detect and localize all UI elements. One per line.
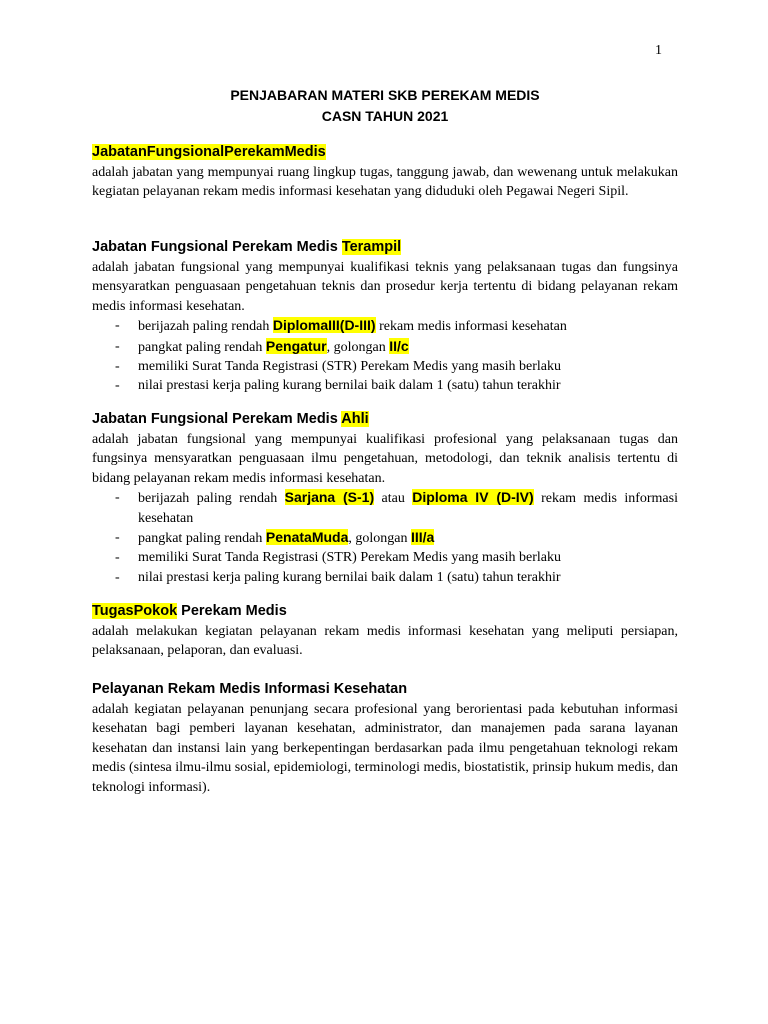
highlighted-heading: JabatanFungsionalPerekamMedis — [92, 144, 326, 160]
item-text: rekam medis informasi kesehatan — [138, 491, 678, 526]
list-item — [92, 337, 678, 357]
document-title — [92, 85, 678, 127]
section-body: adalah jabatan fungsional yang mempunyai kualifikasi profesional yang pelaksanaan tugas dan fungsinya mensyaratkan penguasaan ilmu pengetahuan, metodologi, dan teknik analisis tertentu di bidang pelayanan rekam medis informasi kesehatan. — [92, 432, 678, 486]
section-body: adalah kegiatan pelayanan penunjang secara profesional yang berorientasi pada kebutuhan informasi kesehatan bagi pemberi layanan kesehatan, administrator, dan manajemen pada sarana layanan kesehatan dan instansi lain yang berkepentingan berdasarkan pada ilmu pengetahuan teknologi rekam medis (sintesa ilmu-ilmu sosial, epidemiologi, terminologi medis, biostatistik, prinsip hukum medis, dan teknologi informasi). — [92, 702, 678, 795]
highlighted-term: Terampil — [341, 239, 402, 255]
dash-marker: - — [115, 569, 120, 585]
item-text: pangkat paling rendah — [138, 531, 266, 547]
dash-marker: - — [115, 338, 120, 354]
dash-marker: - — [115, 490, 120, 506]
highlighted-term: Ahli — [341, 411, 369, 427]
section-ahli — [92, 409, 678, 587]
highlighted-term: TugasPokok — [92, 603, 178, 619]
section-heading — [92, 237, 678, 258]
list-item — [92, 568, 678, 587]
item-text: nilai prestasi kerja paling kurang bernilai baik dalam 1 (satu) tahun terakhir — [138, 569, 561, 585]
item-text: , golongan — [348, 531, 411, 547]
item-text: nilai prestasi kerja paling kurang bernilai baik dalam 1 (satu) tahun terakhir — [138, 378, 561, 394]
section-tugas-pokok — [92, 601, 678, 661]
heading-text: Jabatan Fungsional Perekam Medis — [92, 239, 342, 255]
page-number: 1 — [655, 43, 662, 58]
title-line-2: CASN TAHUN 2021 — [321, 108, 449, 124]
list-item — [92, 316, 678, 336]
item-text: berijazah paling rendah — [138, 491, 285, 507]
highlighted-term: III/a — [410, 529, 435, 546]
title-line-1: PENJABARAN MATERI SKB PEREKAM MEDIS — [230, 87, 540, 103]
section-body: adalah jabatan fungsional yang mempunyai kualifikasi teknis yang pelaksanaan tugas dan fungsinya mensyaratkan penguasaan pengetahuan teknis dan prosedur kerja tertentu di bidang pelayanan rekam medis informasi kesehatan. — [92, 260, 678, 314]
section-heading: Pelayanan Rekam Medis Informasi Kesehatan — [92, 681, 408, 697]
item-text: , golongan — [326, 339, 390, 355]
highlighted-term: II/c — [389, 337, 409, 354]
section-body: adalah jabatan yang mempunyai ruang lingkup tugas, tanggung jawab, dan wewenang untuk melakukan kegiatan pelayanan rekam medis informasi kesehatan yang diduduki oleh Pegawai Negeri Sipil. — [92, 165, 678, 200]
item-text: memiliki Surat Tanda Registrasi (STR) Perekam Medis yang masih berlaku — [138, 550, 561, 566]
item-text: atau — [374, 491, 413, 507]
highlighted-term: Pengatur — [265, 337, 327, 354]
list-item — [92, 357, 678, 376]
heading-text: Perekam Medis — [177, 603, 287, 619]
highlighted-term: Sarjana (S-1) — [284, 489, 375, 506]
section-pelayanan-rekam-medis — [92, 679, 678, 797]
list-item — [92, 488, 678, 528]
dash-marker: - — [115, 359, 120, 375]
highlighted-term: DiplomaIII(D-III) — [272, 317, 376, 334]
list-item — [92, 528, 678, 548]
highlighted-term: Diploma IV (D-IV) — [412, 489, 534, 506]
section-heading — [92, 601, 678, 622]
heading-text: Jabatan Fungsional Perekam Medis — [92, 411, 342, 427]
item-text: berijazah paling rendah — [138, 319, 273, 335]
section-body: adalah melakukan kegiatan pelayanan rekam medis informasi kesehatan yang meliputi persiapan, pelaksanaan, pelaporan, dan evaluasi. — [92, 624, 678, 659]
item-text: pangkat paling rendah — [138, 339, 266, 355]
dash-marker: - — [115, 530, 120, 546]
item-text: rekam medis informasi kesehatan — [375, 319, 567, 335]
requirement-list — [92, 316, 678, 396]
item-text: memiliki Surat Tanda Registrasi (STR) Perekam Medis yang masih berlaku — [138, 359, 561, 375]
section-heading — [92, 409, 678, 430]
list-item — [92, 376, 678, 395]
requirement-list — [92, 488, 678, 587]
list-item — [92, 548, 678, 567]
section-jabatan-fungsional — [92, 142, 678, 202]
dash-marker: - — [115, 318, 120, 334]
section-terampil — [92, 237, 678, 396]
dash-marker: - — [115, 550, 120, 566]
highlighted-term: PenataMuda — [265, 529, 349, 546]
section-heading — [92, 142, 678, 163]
dash-marker: - — [115, 378, 120, 394]
